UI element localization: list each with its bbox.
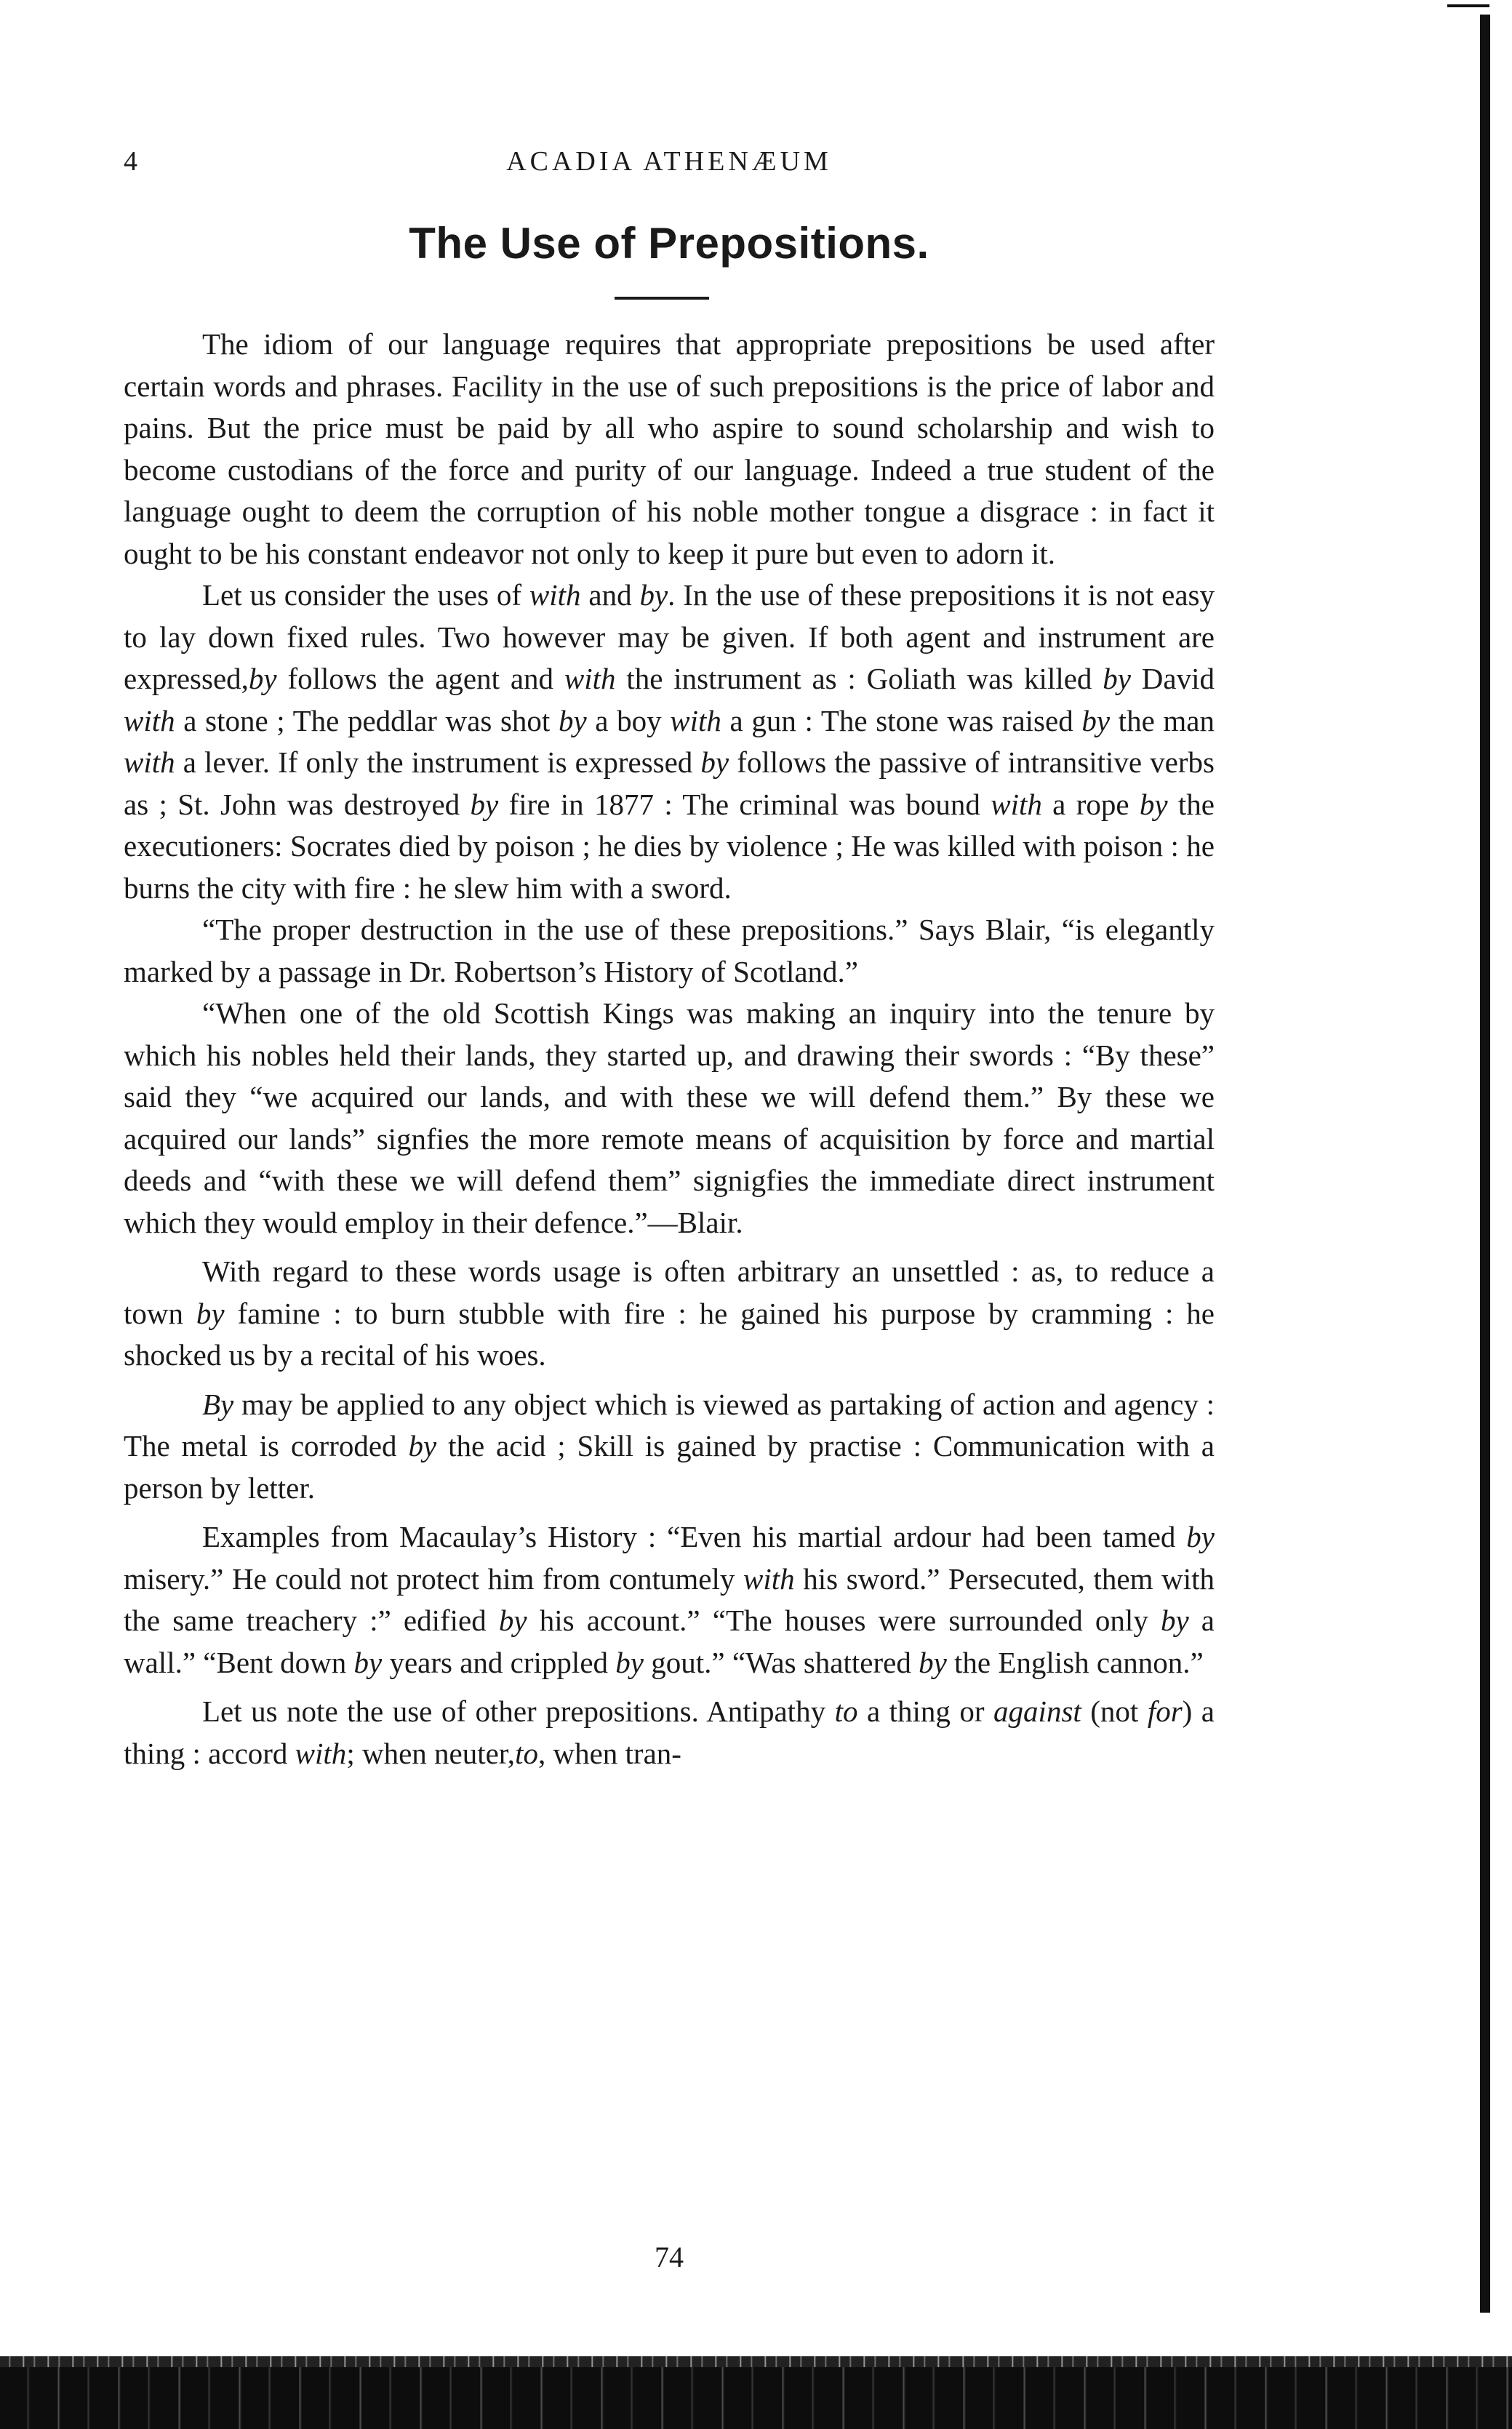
text-run: the instrument as : Goliath was killed xyxy=(615,662,1103,695)
text-run: “When one of the old Scottish Kings was making an inquiry into the tenure by which his nobles held their lands, they started up, and drawing their swords : “By these” said they “we acquired our lands, and with these we will defend them.” By these we acquired our lands” signfies the more remote means of acquisition by force and martial deeds and “with these we will defend them” signigfies the immediate direct instrument which they would employ in their defence.”—Blair. xyxy=(124,996,1215,1239)
italic-run: by xyxy=(1186,1520,1215,1553)
italic-run: by xyxy=(700,745,729,779)
italic-run: by xyxy=(615,1645,644,1679)
paragraph xyxy=(124,1691,1215,1774)
page-header xyxy=(109,145,1476,189)
article-body xyxy=(124,324,1215,1774)
scan-bottom-band xyxy=(0,2367,1512,2429)
text-run: a lever. If only the instrument is expressed xyxy=(175,745,701,779)
italic-run: against xyxy=(993,1694,1081,1728)
italic-run: by xyxy=(1103,662,1131,695)
italic-run: by xyxy=(498,1604,527,1637)
paragraph xyxy=(124,993,1215,1244)
article-title: The Use of Prepositions. xyxy=(409,219,929,268)
italic-run: by xyxy=(1160,1604,1189,1637)
text-run: gout.” “Was shattered xyxy=(643,1645,919,1679)
text-run: a wall.” “Bent down xyxy=(124,1604,1215,1679)
text-run: ) a thing : accord xyxy=(124,1694,1215,1770)
italic-run: by xyxy=(248,662,277,695)
text-run: famine : to burn stubble with fire : he gained his purpose by cramming : he shocked us by a recital of his woes. xyxy=(124,1296,1215,1372)
italic-run: by xyxy=(196,1296,225,1330)
text-run: may be applied to any object which is viewed as partaking of action and agency : The metal is corroded xyxy=(124,1387,1215,1462)
italic-run: with xyxy=(295,1736,347,1770)
italic-run: by xyxy=(408,1429,437,1462)
text-run: fire in 1877 : The criminal was bound xyxy=(498,787,991,821)
italic-run: with xyxy=(564,662,616,695)
italic-run: with xyxy=(124,703,175,737)
text-run: a rope xyxy=(1041,787,1140,821)
text-run: a boy xyxy=(586,703,671,737)
page-edge-top-mark xyxy=(1447,4,1489,7)
paragraph xyxy=(124,324,1215,575)
text-run: With regard to these words usage is often arbitrary an unsettled : as, to reduce a town xyxy=(124,1254,1215,1330)
paragraph xyxy=(124,1516,1215,1684)
page-edge-border xyxy=(1480,15,1490,2313)
text-run: the English cannon.” xyxy=(946,1645,1204,1679)
italic-run: by xyxy=(470,787,499,821)
text-run: a gun : The stone was raised xyxy=(721,703,1082,737)
italic-run: by xyxy=(919,1645,947,1679)
text-run: The idiom of our language requires that appropriate prepositions be used after certain words and phrases. Facility in the use of such prepositions is the price of labor and pains. But the price must be paid by all who aspire to sound scholarship and wish to become custodians of the force and purity of our language. Indeed a true student of the language ought to deem the corruption of his noble mother tongue a disgrace : in fact it ought to be his constant endeavor not only to keep it pure but even to adorn it. xyxy=(124,327,1215,570)
text-run: ; when neuter, xyxy=(346,1736,516,1770)
title-rule xyxy=(615,297,709,300)
text-run: David xyxy=(1130,662,1215,695)
text-run: the acid ; Skill is gained by practise : Communication with a person by letter. xyxy=(124,1429,1215,1505)
italic-run: for xyxy=(1147,1694,1183,1728)
header-page-number: 4 xyxy=(124,146,138,177)
text-run: his account.” “The houses were surrounded only xyxy=(527,1604,1161,1637)
paragraph xyxy=(124,575,1215,909)
paragraph xyxy=(124,1251,1215,1377)
text-run: his sword.” Persecuted, them with the same treachery :” edified xyxy=(124,1561,1215,1637)
italic-run: by xyxy=(353,1645,383,1679)
text-run: the man xyxy=(1110,703,1215,737)
text-run: “The proper destruction in the use of these prepositions.” Says Blair, “is elegantly marked by a passage in Dr. Robertson’s History of Scotland.” xyxy=(124,913,1215,988)
italic-run: By xyxy=(202,1387,234,1421)
italic-run: with xyxy=(670,703,721,737)
text-run: and xyxy=(580,578,640,612)
text-run: Let us consider the uses of xyxy=(202,578,529,612)
footer-page-number: 74 xyxy=(655,2241,684,2273)
italic-run: to xyxy=(515,1736,538,1770)
text-run: years and crippled xyxy=(382,1645,616,1679)
text-run: , when tran- xyxy=(537,1736,681,1770)
text-run: (not xyxy=(1081,1694,1148,1728)
italic-run: by xyxy=(558,703,587,737)
italic-run: with xyxy=(529,578,581,612)
text-run: a stone ; The peddlar was shot xyxy=(175,703,559,737)
text-run: misery.” He could not protect him from contumely xyxy=(124,1561,744,1596)
italic-run: with xyxy=(124,745,175,779)
italic-run: by xyxy=(1081,703,1111,737)
italic-run: by xyxy=(639,578,668,612)
italic-run: with xyxy=(991,787,1042,821)
text-run: the executioners: Socrates died by poison ; he dies by violence ; He was killed with poison : he burns the city with fire : he slew him with a sword. xyxy=(124,787,1215,905)
text-run: Let us note the use of other prepositions. Antipathy xyxy=(202,1694,835,1728)
paragraph xyxy=(124,909,1215,993)
text-run: a thing or xyxy=(857,1694,994,1728)
text-run: . In the use of these prepositions it is not easy to lay down fixed rules. Two however may be given. If both agent and instrument are expressed, xyxy=(124,578,1215,695)
text-run: Examples from Macaulay’s History : “Even his martial ardour had been tamed xyxy=(202,1520,1187,1553)
paragraph xyxy=(124,1384,1215,1510)
running-head: ACADIA ATHENÆUM xyxy=(506,146,832,177)
italic-run: with xyxy=(743,1561,795,1596)
text-run: follows the agent and xyxy=(276,662,564,695)
text-run: follows the passive of intransitive verbs as ; St. John was destroyed xyxy=(124,745,1215,821)
italic-run: to xyxy=(834,1694,858,1728)
italic-run: by xyxy=(1139,787,1168,821)
